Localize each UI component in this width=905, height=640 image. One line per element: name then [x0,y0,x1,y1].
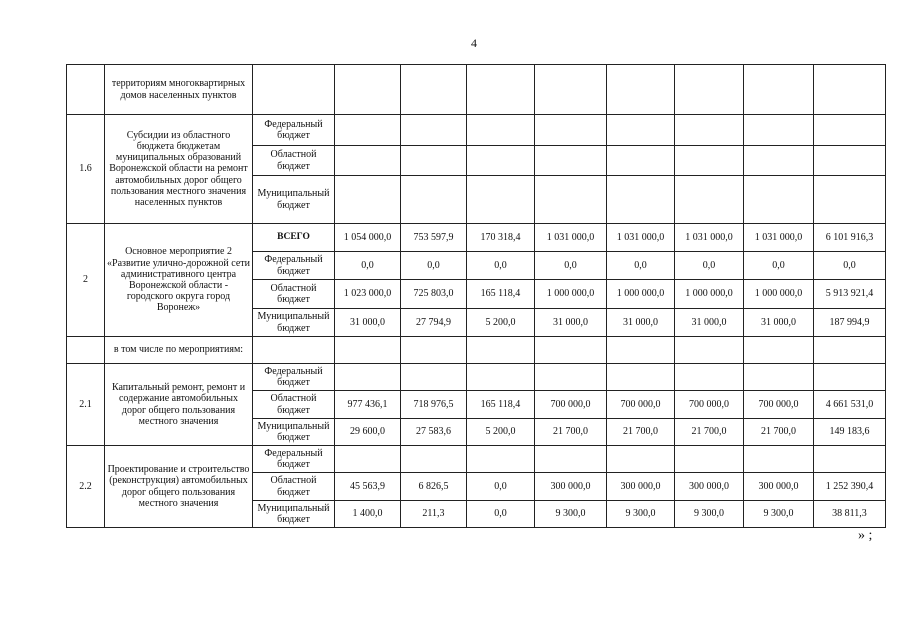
table-row [67,115,886,146]
description: Субсидии из областного бюджета бюджетам муниципальных образований Воронежской области на ремонт автомобильных дорог общего пользования местного значения населенных пунктов [105,115,253,224]
value-cell: 38 811,3 [814,501,886,528]
value-cell [401,364,467,391]
value-cell: 5 200,0 [467,309,535,337]
value-cell: 9 300,0 [607,501,675,528]
value-cell: 5 200,0 [467,419,535,446]
budget-label: Муниципальный бюджет [253,419,335,446]
budget-label: Муниципальный бюджет [253,501,335,528]
value-cell: 725 803,0 [401,280,467,309]
page-number: 4 [471,36,477,50]
value-cell: 45 563,9 [335,473,401,501]
description: Проектирование и строительство (реконструкция) автомобильных дорог общего пользования местного значения [105,446,253,528]
budget-label: Федеральный бюджет [253,115,335,146]
value-cell [607,446,675,473]
value-cell: 9 300,0 [744,501,814,528]
value-cell [335,364,401,391]
value-cell: 300 000,0 [675,473,744,501]
description: территориям многоквартирных домов населенных пунктов [105,65,253,115]
value-cell: 1 000 000,0 [607,280,675,309]
value-cell [335,446,401,473]
value-cell [535,115,607,146]
value-cell [744,337,814,364]
budget-label: Федеральный бюджет [253,364,335,391]
value-cell: 21 700,0 [744,419,814,446]
description: в том числе по мероприятиям: [105,337,253,364]
value-cell [675,65,744,115]
value-cell: 1 031 000,0 [744,224,814,252]
value-cell [814,337,886,364]
budget-label [253,337,335,364]
value-cell: 300 000,0 [744,473,814,501]
value-cell [401,176,467,224]
budget-label [253,65,335,115]
description: Основное мероприятие 2 «Развитие улично-дорожной сети административного центра Воронежской области - городского округа город Воронеж» [105,224,253,337]
value-cell: 149 183,6 [814,419,886,446]
value-cell [467,364,535,391]
description: Капитальный ремонт, ремонт и содержание автомобильных дорог общего пользования местного значения [105,364,253,446]
value-cell: 1 031 000,0 [535,224,607,252]
value-cell [335,176,401,224]
value-cell [467,337,535,364]
table-row [67,65,886,115]
value-cell: 1 252 390,4 [814,473,886,501]
value-cell [535,176,607,224]
value-cell [467,65,535,115]
value-cell [744,176,814,224]
value-cell [467,176,535,224]
value-cell [675,115,744,146]
value-cell: 1 054 000,0 [335,224,401,252]
value-cell: 700 000,0 [675,391,744,419]
value-cell: 1 031 000,0 [675,224,744,252]
value-cell [401,146,467,176]
value-cell: 165 118,4 [467,280,535,309]
value-cell [335,65,401,115]
value-cell: 753 597,9 [401,224,467,252]
value-cell [401,115,467,146]
total-label: ВСЕГО [253,224,335,252]
value-cell: 700 000,0 [744,391,814,419]
value-cell [467,446,535,473]
value-cell [401,337,467,364]
value-cell: 1 400,0 [335,501,401,528]
value-cell [744,65,814,115]
row-number: 2 [67,224,105,337]
value-cell: 6 826,5 [401,473,467,501]
value-cell: 1 000 000,0 [675,280,744,309]
row-number: 1.6 [67,115,105,224]
value-cell: 4 661 531,0 [814,391,886,419]
row-number: 2.1 [67,364,105,446]
budget-label: Областной бюджет [253,473,335,501]
row-number [67,65,105,115]
value-cell [535,146,607,176]
value-cell [607,337,675,364]
value-cell: 0,0 [335,252,401,280]
value-cell: 0,0 [535,252,607,280]
value-cell [401,446,467,473]
value-cell: 718 976,5 [401,391,467,419]
value-cell: 0,0 [401,252,467,280]
value-cell: 31 000,0 [335,309,401,337]
value-cell: 700 000,0 [607,391,675,419]
value-cell [814,115,886,146]
value-cell: 31 000,0 [675,309,744,337]
value-cell [675,176,744,224]
value-cell: 9 300,0 [675,501,744,528]
row-number: 2.2 [67,446,105,528]
value-cell: 29 600,0 [335,419,401,446]
value-cell [814,446,886,473]
value-cell [535,446,607,473]
value-cell: 211,3 [401,501,467,528]
value-cell: 6 101 916,3 [814,224,886,252]
value-cell: 21 700,0 [675,419,744,446]
value-cell: 27 794,9 [401,309,467,337]
value-cell: 170 318,4 [467,224,535,252]
value-cell: 1 023 000,0 [335,280,401,309]
value-cell: 300 000,0 [535,473,607,501]
value-cell: 1 000 000,0 [744,280,814,309]
value-cell: 0,0 [814,252,886,280]
budget-label: Областной бюджет [253,280,335,309]
value-cell: 300 000,0 [607,473,675,501]
budget-table [66,64,886,528]
value-cell [535,364,607,391]
value-cell: 0,0 [467,473,535,501]
value-cell [335,337,401,364]
value-cell [607,364,675,391]
budget-label: Муниципальный бюджет [253,176,335,224]
budget-label: Областной бюджет [253,391,335,419]
value-cell: 165 118,4 [467,391,535,419]
value-cell [814,146,886,176]
value-cell [607,65,675,115]
value-cell [744,146,814,176]
budget-label: Федеральный бюджет [253,252,335,280]
value-cell [814,364,886,391]
value-cell [675,364,744,391]
value-cell: 0,0 [607,252,675,280]
value-cell: 0,0 [744,252,814,280]
value-cell: 187 994,9 [814,309,886,337]
value-cell: 21 700,0 [607,419,675,446]
value-cell [467,115,535,146]
value-cell [675,146,744,176]
budget-label: Федеральный бюджет [253,446,335,473]
value-cell: 1 031 000,0 [607,224,675,252]
value-cell [401,65,467,115]
value-cell [535,65,607,115]
value-cell: 31 000,0 [535,309,607,337]
table-row [67,446,886,473]
budget-label: Муниципальный бюджет [253,309,335,337]
value-cell [675,337,744,364]
table-row [67,224,886,252]
value-cell [467,146,535,176]
value-cell: 0,0 [675,252,744,280]
value-cell: 5 913 921,4 [814,280,886,309]
row-number [67,337,105,364]
value-cell: 700 000,0 [535,391,607,419]
value-cell: 1 000 000,0 [535,280,607,309]
value-cell: 0,0 [467,501,535,528]
value-cell [675,446,744,473]
value-cell: 9 300,0 [535,501,607,528]
value-cell [335,115,401,146]
value-cell: 21 700,0 [535,419,607,446]
value-cell [744,364,814,391]
value-cell: 27 583,6 [401,419,467,446]
value-cell: 977 436,1 [335,391,401,419]
value-cell [744,446,814,473]
value-cell: 0,0 [467,252,535,280]
budget-label: Областной бюджет [253,146,335,176]
value-cell [814,65,886,115]
value-cell: 31 000,0 [744,309,814,337]
table-row [67,337,886,364]
table-row [67,364,886,391]
value-cell [607,176,675,224]
value-cell [814,176,886,224]
closing-mark: » ; [858,528,873,543]
value-cell [335,146,401,176]
value-cell [535,337,607,364]
value-cell [607,115,675,146]
value-cell: 31 000,0 [607,309,675,337]
value-cell [744,115,814,146]
value-cell [607,146,675,176]
